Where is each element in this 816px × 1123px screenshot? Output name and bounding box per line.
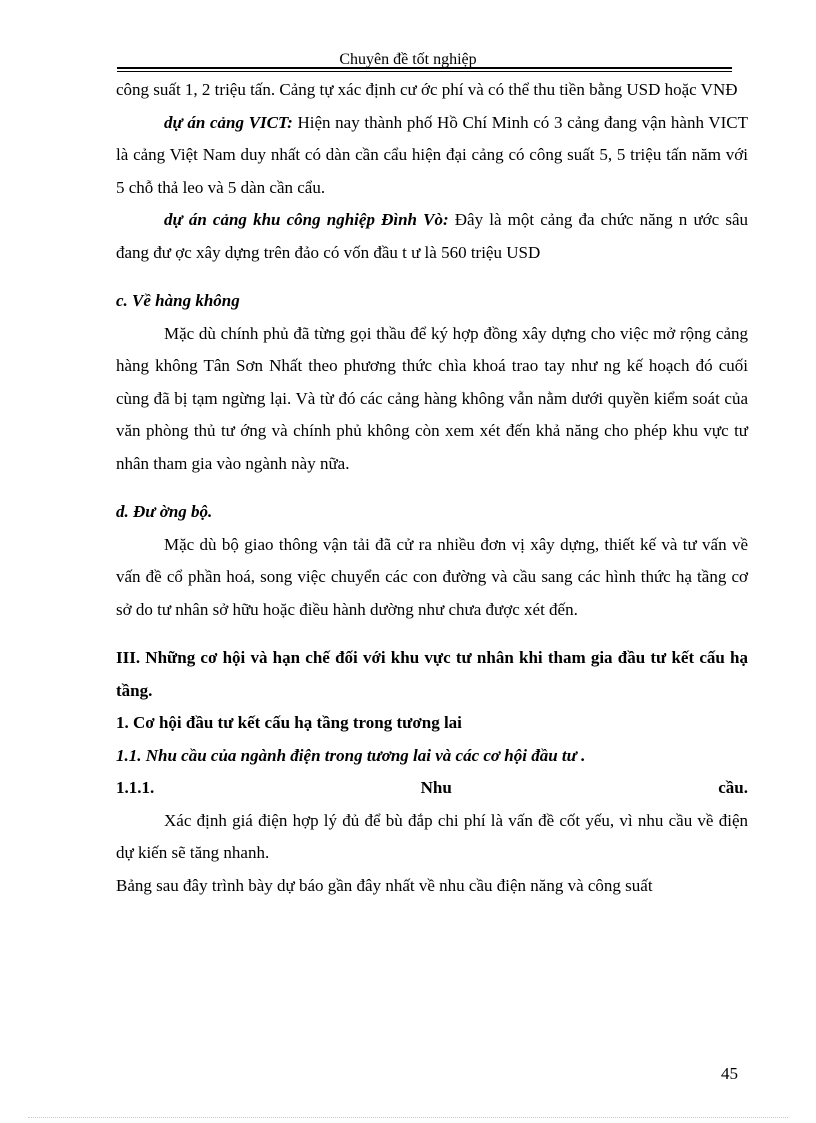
- page-header-title: Chuyên đề tốt nghiệp: [339, 51, 477, 68]
- heading-section-1-1: 1.1. Nhu cầu của ngành điện trong tương lai và các cơ hội đầu tư .: [116, 745, 586, 765]
- paragraph-port-capacity: công suất 1, 2 triệu tấn. Cảng tự xác định cư ớc phí và có thể thu tiền bằng USD hoặc VNĐ: [116, 80, 738, 99]
- heading-roads: d. Đư ờng bộ.: [116, 502, 213, 521]
- paragraph-dinh-vu: [116, 204, 748, 269]
- vict-text: Hiện nay thành phố Hồ Chí Minh có 3 cảng đang vận hành VICT là cảng Việt Nam duy nhất có dàn cần cẩu hiện đại cảng có công suất 5, 5 triệu tấn năm với 5 chỗ thả leo và 5 dàn cần cẩu.: [116, 112, 748, 197]
- heading-section-iii: III. Những cơ hội và hạn chế đối với khu vực tư nhân khi tham gia đầu tư kết cấu hạ tầng.: [116, 648, 748, 700]
- spacer: [116, 269, 748, 285]
- header-rule-thick: [117, 67, 732, 69]
- paragraph-roads: Mặc dù bộ giao thông vận tải đã cử ra nhiều đơn vị xây dựng, thiết kế và tư vấn về vấn đề cổ phần hoá, song việc chuyển các con đường và cầu sang các hình thức hạ tầng cơ sở do tư nhân sở hữu hoặc điều hành dường như chưa được xét đến.: [116, 534, 748, 619]
- page-number: 45: [721, 1064, 738, 1083]
- paragraph-vict: [116, 107, 748, 205]
- dinh-vu-text: Đây là một cảng đa chức năng n ước sâu đang đư ợc xây dựng trên đảo có vốn đầu t ư là 560 triệu USD: [116, 210, 748, 262]
- heading-aviation: c. Về hàng không: [116, 291, 240, 310]
- heading-1-1-1-word1: Nhu: [420, 778, 452, 797]
- heading-section-1: 1. Cơ hội đầu tư kết cấu hạ tầng trong tương lai: [116, 713, 462, 732]
- vict-lead: dự án cảng VICT:: [164, 112, 293, 132]
- page-bottom-dotted-line: [28, 1117, 788, 1118]
- paragraph-table-intro: Bảng sau đây trình bày dự báo gần đây nhất về nhu cầu điện năng và công suất: [116, 875, 653, 895]
- document-body: [116, 74, 748, 902]
- heading-section-1-1-1: [116, 772, 748, 805]
- dinh-vu-lead: dự án cảng khu công nghiệp Đình Vò:: [164, 210, 449, 229]
- paragraph-electricity-price: Xác định giá điện hợp lý đủ để bù đắp chi phí là vấn đề cốt yếu, vì nhu cầu về điện dự kiến sẽ tăng nhanh.: [116, 810, 748, 862]
- heading-1-1-1-number: 1.1.1.: [116, 778, 155, 797]
- paragraph-aviation: Mặc dù chính phủ đã từng gọi thầu để ký hợp đồng xây dựng cho việc mở rộng cảng hàng không Tân Sơn Nhất theo phương thức chìa khoá trao tay như ng kế hoạch đó cuối cùng đã bị tạm ngừng lại. Và từ đó các cảng hàng không vẫn nằm dưới quyền kiểm soát của văn phòng thủ tư ớng và chính phủ không còn xem xét đến khả năng cho phép khu vực tư nhân tham gia vào ngành này nữa.: [116, 323, 748, 473]
- spacer: [116, 626, 748, 642]
- heading-1-1-1-word2: cầu.: [718, 778, 748, 797]
- spacer: [116, 480, 748, 496]
- header-rule-thin: [117, 71, 732, 72]
